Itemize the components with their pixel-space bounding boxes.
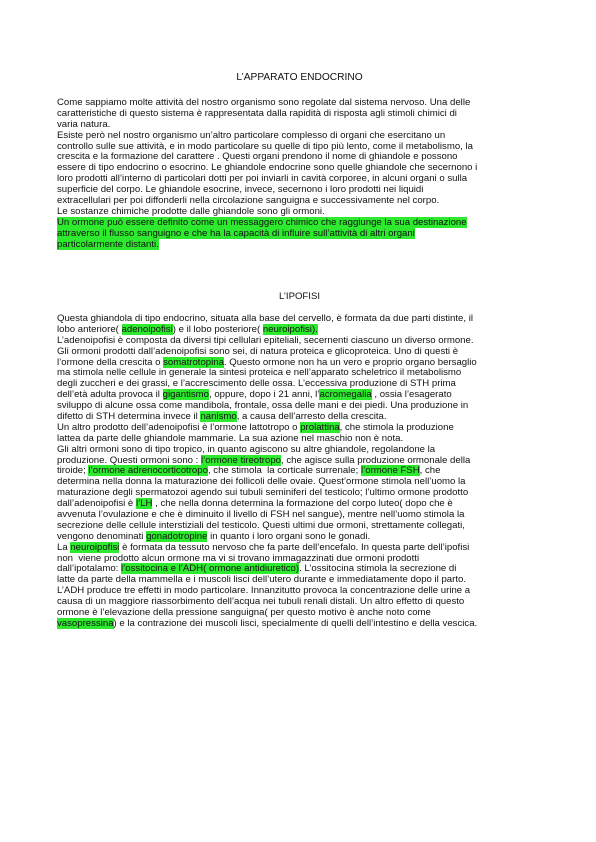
highlighted-text: l’ormone tireotropo xyxy=(201,454,281,466)
text-segment: lobo anteriore( xyxy=(57,323,122,335)
text-segment: Questa ghiandola di tipo endocrino, situata alla base del cervello, è formata da due parti distinte, il xyxy=(57,313,473,324)
text-segment: in quanto i loro organi sono le gonadi. xyxy=(207,530,371,542)
text-segment: non viene prodotto alcun ormone ma vi si trovano immagazzinati due ormoni prodotti xyxy=(57,552,420,564)
text-segment: sviluppo di alcune ossa come mandibola, frontale, ossa delle mani e dei piedi. Una produzione in xyxy=(57,400,469,412)
highlighted-text: somatrotopina xyxy=(163,356,224,368)
text-segment: extracellulari per poi diffonderli nella circolazione sanguigna e successivamente nel corpo. xyxy=(57,195,440,207)
text-segment: determina nella donna la maturazione dei follicoli delle ovaie. Quest’ormone stimola nell’uomo la xyxy=(57,476,466,488)
highlighted-text: attraverso il flusso sanguigno e che ha la capacità di influire sull’attività di altri organi xyxy=(57,227,415,239)
highlighted-text: l’LH xyxy=(135,498,153,510)
text-segment: difetto di STH determina invece il xyxy=(57,411,201,423)
text-segment: Gli altri ormoni sono di tipo tropico, in quanto agiscono su altre ghiandole, regolandone la xyxy=(57,443,436,455)
highlighted-text: acromegalia xyxy=(319,389,372,401)
text-segment: dell’età adulta provoca il xyxy=(57,389,163,401)
text-line xyxy=(57,619,542,630)
highlighted-text: vasopressina xyxy=(57,617,114,629)
text-segment: Come sappiamo molte attività del nostro organismo sono regolate dal sistema nervoso. Una delle xyxy=(57,97,471,108)
text-segment: ) e il lobo posteriore( xyxy=(172,323,263,335)
highlighted-text: nanismo xyxy=(200,411,237,423)
highlighted-text: particolarmente distanti. xyxy=(57,238,159,250)
highlighted-text: l’ormone FSH xyxy=(360,465,420,477)
text-segment: varia natura. xyxy=(57,118,111,130)
text-segment: produzione. Questi ormoni sono : xyxy=(57,454,201,466)
text-segment: ) e la contrazione dei muscoli lisci, specialmente di quelli dell’intestino e della vescica. xyxy=(113,617,478,629)
highlighted-text: gonadotropine xyxy=(146,530,208,542)
highlighted-text: l’ossitocina e l’ADH( ormone antidiuretico) xyxy=(121,563,300,575)
text-segment: , ossia l’esagerato xyxy=(371,389,452,401)
text-segment: l’ormone della crescita o xyxy=(57,356,164,368)
highlighted-text: neuroipofisi). xyxy=(262,323,318,335)
text-segment: ma stimola nelle cellule in generale la sintesi proteica e nell’apparato scheletrico il metabolismo xyxy=(57,367,462,379)
text-segment: Un altro prodotto dell’adenoipofisi è l’ormone lattotropo o xyxy=(57,421,301,433)
highlighted-text: adenoipofisi xyxy=(121,323,173,335)
text-line xyxy=(57,109,542,120)
text-segment: , che stimola la corticale surrenale; xyxy=(207,465,361,477)
text-segment: dall’adenoipofisi è xyxy=(57,498,136,510)
text-segment: , che xyxy=(419,465,441,477)
ipofisi-paragraph xyxy=(57,314,542,630)
text-segment: vengono denominati xyxy=(57,530,147,542)
text-segment: tiroide; xyxy=(57,465,89,477)
text-segment: superficie del corpo. Le ghiandole esocrine, invece, secernono i loro prodotti nei liquidi xyxy=(57,184,424,196)
highlighted-text: neuroipofisi xyxy=(70,541,120,553)
text-segment: degli zuccheri e dei grassi, e l’accrescimento delle ossa. L’eccessiva produzione di STH prima xyxy=(57,378,456,390)
text-segment: , oppure, dopo i 21 anni, l’ xyxy=(209,389,320,401)
text-segment: controllo sulle sue attività, e in modo particolare su quelle di tipo più lento, come il metabolismo, la xyxy=(57,140,473,152)
text-segment: , che nella donna determina la formazione del corpo luteo( dopo che è xyxy=(152,498,453,510)
text-segment: Gli ormoni prodotti dall’adenoipofisi sono sei, di natura proteica e glicoproteica. Uno di questi è xyxy=(57,345,459,357)
text-segment: , che stimola la produzione xyxy=(339,421,454,433)
text-segment: maturazione degli spermatozoi agendo sui tubuli seminiferi del testicolo; l’ultimo ormone prodotto xyxy=(57,487,469,499)
text-segment: , che agisce sulla produzione ormonale della xyxy=(281,454,471,466)
intro-paragraph xyxy=(57,98,542,250)
text-segment: , a causa dell’arresto della crescita. xyxy=(236,411,387,423)
page-title: L’APPARATO ENDOCRINO xyxy=(236,72,363,83)
highlighted-text: gigantismo xyxy=(162,389,210,401)
text-segment: La xyxy=(57,541,71,553)
text-segment: ormone è l’elevazione della pressione sanguigna( per questo motivo è anche noto come xyxy=(57,607,431,619)
text-segment: è formata da tessuto nervoso che fa parte dell’encefalo. In questa parte dell’ipofisi xyxy=(119,541,470,553)
text-segment: Le sostanze chimiche prodotte dalle ghiandole sono gli ormoni. xyxy=(57,205,325,217)
highlighted-text: Un ormone può essere definito come un messaggero chimico che raggiunge la sua destinazione xyxy=(57,216,467,228)
text-segment: caratteristiche di questo sistema è rappresentata dalla rapidità di risposta agli stimoli chimici di xyxy=(57,107,457,119)
text-segment: lattea da parte delle ghiandole mammarie. La sua azione nel maschio non è nota. xyxy=(57,432,404,444)
text-segment: . L’ossitocina stimola la secrezione di xyxy=(299,563,457,575)
text-segment: essere di tipo endocrino o esocrino. Le ghiandole endocrine sono quelle ghiandole che secernono i xyxy=(57,162,478,174)
text-segment: loro prodotti all’interno di particolari dotti per poi inviarli in cavità corporee, in alcuni organi o sulla xyxy=(57,173,468,185)
highlighted-text: l’ormone adrenocorticotropo xyxy=(88,465,208,477)
text-segment: Esiste però nel nostro organismo un’altro particolare complesso di organi che esercitano un xyxy=(57,129,446,141)
highlighted-text: prolattina xyxy=(300,421,340,433)
section-title: L’IPOFISI xyxy=(278,291,321,302)
text-segment: avvenuta l’ovulazione e che è diminuito il livello di FSH nel sangue), mentre nell’uomo stimola la xyxy=(57,509,465,521)
text-segment: dall’ipotalamo: xyxy=(57,563,121,575)
text-segment: crescita e la formazione del carattere . Questi organi prendono il nome di ghiandole e possono xyxy=(57,151,458,163)
text-line xyxy=(57,240,542,251)
text-segment: latte da parte della mammella e i muscoli lisci dell’utero durante e immediatamente dopo il parto. xyxy=(57,574,467,586)
text-segment: . Questo ormone non ha un vero e proprio organo bersaglio xyxy=(223,356,477,368)
text-segment: secrezione delle cellule interstiziali del testicolo. Questi ultimi due ormoni, strettamente collegati, xyxy=(57,519,465,531)
text-segment: L’adenoipofisi è composta da diversi tipi cellulari epiteliali, secernenti ciascuno un diverso ormone. xyxy=(57,334,474,346)
text-segment: causa di un maggiore riassorbimento dell’acqua nei tubuli renali distali. Un altro effetto di questo xyxy=(57,596,465,608)
text-line xyxy=(57,229,542,240)
text-segment: L’ADH produce tre effetti in modo particolare. Innanzitutto provoca la concentrazione delle urine a xyxy=(57,585,471,597)
